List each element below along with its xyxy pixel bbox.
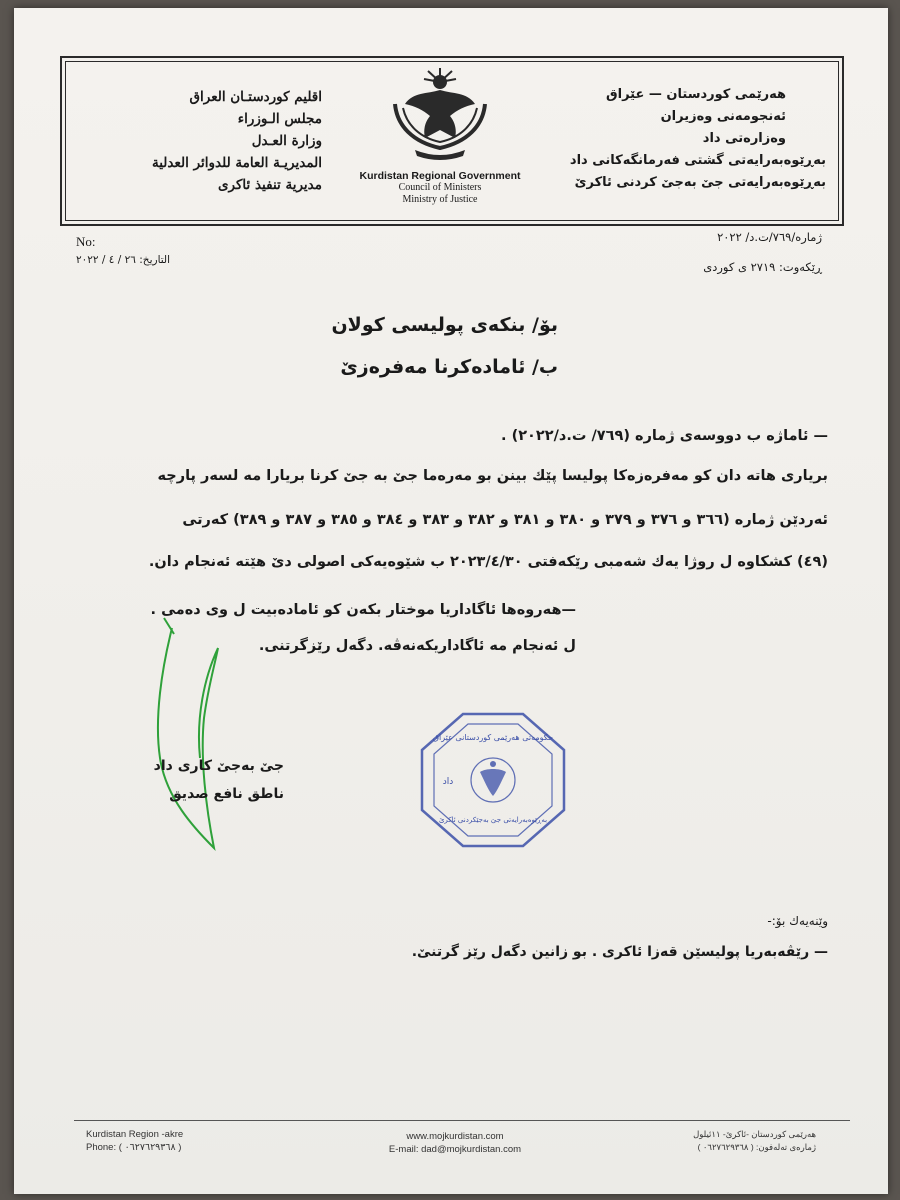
letterhead-emblem-block (340, 64, 540, 206)
krg-emblem-icon (385, 64, 495, 164)
footer-phone-kurdish: ژمارەی تەلەفون: ( ٠٦٢٧٦٢٩٣٦٨ ) (697, 1142, 816, 1152)
date-arabic: التاريخ: ٢٦ / ٤ / ٢٠٢٢ (76, 254, 171, 266)
lh-left-line: وزارة العـدل (251, 133, 322, 149)
reference-number: ژمارە/٧٦٩/ت.د/ ٢٠٢٢ (717, 230, 822, 244)
signatory-title: جێ بەجێ کاری داد (153, 758, 284, 774)
lh-left-line: اقليم كوردستـان العراق (189, 89, 322, 105)
letterhead (60, 56, 844, 226)
body-reference: — ئاماژە ب دووسەی ژمارە (٧٦٩/ ت.د/٢٠٢٢) . (501, 428, 828, 444)
footer-website: www.mojkurdistan.com (406, 1131, 504, 1142)
lh-left-line: مجلس الـوزراء (237, 111, 322, 127)
signatory-name: ناطق نافع صدیق (169, 786, 284, 802)
org-ministry: Ministry of Justice (402, 194, 478, 205)
letterhead-arabic (82, 86, 322, 196)
body-paragraph-line: بریاری هاتە دان کو مەفرەزەکا پولیسا پێك بینن بو مەرەما جێ بە جێ کرنا بریارا مە لسەر پارچە (157, 468, 828, 484)
lh-right-line: وەزارەتی داد (702, 131, 786, 146)
stamp-text: بەڕێوەبەرایەتی جێ بەجێکردنی ئاکرێ (438, 816, 548, 824)
date-kurdish: ڕێکەوت: ٢٧١٩ ی کوردی (703, 260, 822, 274)
letterhead-kurdish (526, 84, 826, 194)
org-council: Council of Ministers (398, 182, 482, 193)
stamp-text: حکومەتی هەرێمی کوردستانی عێراق (432, 733, 554, 742)
org-name: Kurdistan Regional Government (359, 170, 521, 182)
official-stamp (418, 710, 568, 850)
body-paragraph-line: ئەردێن ژمارە (٣٦٦ و ٣٧٦ و ٣٧٩ و ٣٨٠ و ٣٨١ و ٣٨٢ و ٣٨٣ و ٣٨٤ و ٣٨٥ و ٣٨٧ و ٣٨٩) کەرتی (182, 512, 828, 528)
body-closing: ل ئەنجام مە ئاگاداریکەنەڤە. دگەل رێزگرتنی. (258, 638, 576, 654)
letter-page (14, 8, 888, 1194)
footer-divider (74, 1120, 850, 1121)
footer-address-kurdish: هەرێمی کوردستان -ئاکرێ- ١١ئیلول (693, 1129, 816, 1139)
green-pen-signature (144, 608, 234, 868)
footer-email: E-mail: dad@mojkurdistan.com (388, 1144, 522, 1155)
lh-right-line: ئەنجومەنی وەزیران (660, 109, 786, 124)
stamp-text: داد (442, 777, 454, 787)
signature-block (134, 752, 284, 808)
footer-region: Kurdistan Region -akre (86, 1129, 184, 1140)
body-paragraph-mukhtar: —هەروەها ئاگاداریا موختار بکەن کو ئامادەبیت ل وی دەمی . (150, 602, 576, 618)
copies-line: — رێڤەبەریا پولیسێن قەزا ئاکری . بو زانین دگەل رێز گرتنێ. (411, 944, 828, 960)
subject-line: ب/ ئامادەکرنا مەفرەزێ (340, 356, 558, 378)
reference-no-label: No: (76, 234, 96, 249)
recipient-line: بۆ/ بنکەی پولیسی کولان (331, 314, 558, 336)
lh-right-line: بەڕێوەبەرایەتی جێ بەجێ کردنی ئاکرێ (574, 175, 826, 190)
body-paragraph-line: (٤٩) کشکاوە ل روژا یەك شەمبی رێکەفتی ٢٠٢٣/٤/٣٠ ب شێوەیەکی اصولی دێ هێتە ئەنجام دان. (148, 554, 828, 570)
copies-heading: وێنەیەك بۆ:- (767, 914, 828, 928)
footer-right (646, 1128, 816, 1154)
lh-left-line: المديريـة العامة للدوائر العدلية (151, 155, 322, 171)
lh-left-line: مديرية تنفيذ ئاكرى (217, 177, 322, 193)
lh-right-line: بەڕێوەبەرایەتی گشتی فەرمانگەکانی داد (569, 153, 826, 168)
lh-right-line: هەرێمی کوردستان — عێراق (606, 87, 786, 102)
footer-left (86, 1128, 183, 1154)
footer-phone: Phone: ( ٠٦٢٧٦٢٩٣٦٨ ) (86, 1142, 182, 1153)
footer-center (380, 1130, 530, 1156)
